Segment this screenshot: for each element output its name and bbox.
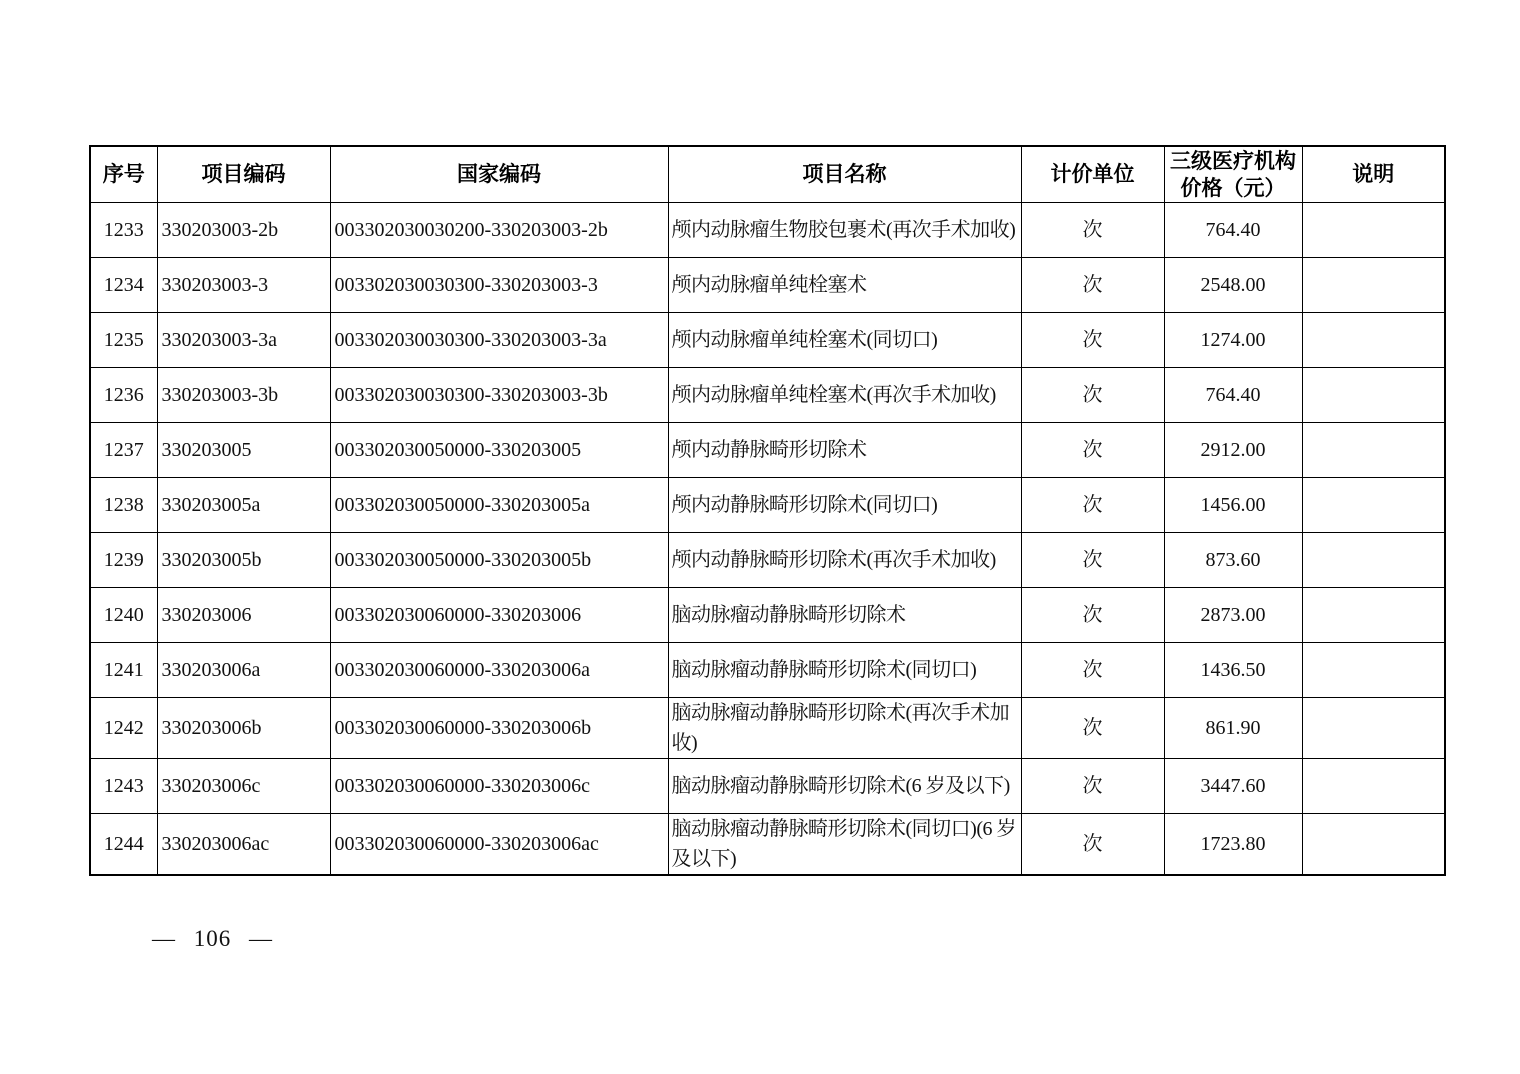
cell-seq: 1241 xyxy=(90,643,157,698)
cell-unit: 次 xyxy=(1021,759,1164,814)
cell-note xyxy=(1302,313,1445,368)
cell-note xyxy=(1302,814,1445,876)
cell-project-code: 330203006a xyxy=(157,643,330,698)
cell-national-code: 003302030060000-330203006 xyxy=(330,588,668,643)
cell-price: 764.40 xyxy=(1164,203,1302,258)
col-header-price: 三级医疗机构价格（元） xyxy=(1164,146,1302,203)
cell-note xyxy=(1302,698,1445,759)
cell-project-code: 330203005 xyxy=(157,423,330,478)
cell-seq: 1242 xyxy=(90,698,157,759)
cell-seq: 1235 xyxy=(90,313,157,368)
cell-price: 1436.50 xyxy=(1164,643,1302,698)
cell-note xyxy=(1302,533,1445,588)
table-row xyxy=(90,478,1445,533)
cell-project-code: 330203005a xyxy=(157,478,330,533)
cell-national-code: 003302030030300-330203003-3a xyxy=(330,313,668,368)
table-row xyxy=(90,203,1445,258)
cell-seq: 1244 xyxy=(90,814,157,876)
cell-project-name: 颅内动静脉畸形切除术 xyxy=(668,423,1021,478)
cell-national-code: 003302030030300-330203003-3b xyxy=(330,368,668,423)
cell-project-code: 330203006ac xyxy=(157,814,330,876)
table-row xyxy=(90,368,1445,423)
cell-unit: 次 xyxy=(1021,368,1164,423)
cell-price: 861.90 xyxy=(1164,698,1302,759)
cell-price: 2873.00 xyxy=(1164,588,1302,643)
cell-project-code: 330203003-3b xyxy=(157,368,330,423)
col-header-unit: 计价单位 xyxy=(1021,146,1164,203)
cell-national-code: 003302030050000-330203005a xyxy=(330,478,668,533)
page-number: — 106 — xyxy=(152,926,273,951)
table-row xyxy=(90,643,1445,698)
table-row xyxy=(90,533,1445,588)
cell-seq: 1240 xyxy=(90,588,157,643)
table-row xyxy=(90,313,1445,368)
cell-project-code: 330203006 xyxy=(157,588,330,643)
cell-project-name: 颅内动脉瘤单纯栓塞术(同切口) xyxy=(668,313,1021,368)
cell-national-code: 003302030030300-330203003-3 xyxy=(330,258,668,313)
price-table xyxy=(89,145,1446,876)
cell-project-name: 颅内动脉瘤生物胶包裹术(再次手术加收) xyxy=(668,203,1021,258)
cell-price: 764.40 xyxy=(1164,368,1302,423)
cell-project-name: 脑动脉瘤动静脉畸形切除术 xyxy=(668,588,1021,643)
col-header-seq: 序号 xyxy=(90,146,157,203)
cell-project-name: 脑动脉瘤动静脉畸形切除术(同切口) xyxy=(668,643,1021,698)
cell-national-code: 003302030060000-330203006c xyxy=(330,759,668,814)
cell-project-name: 脑动脉瘤动静脉畸形切除术(同切口)(6 岁及以下) xyxy=(668,814,1021,876)
cell-note xyxy=(1302,203,1445,258)
cell-price: 2912.00 xyxy=(1164,423,1302,478)
cell-project-name: 脑动脉瘤动静脉畸形切除术(6 岁及以下) xyxy=(668,759,1021,814)
cell-project-code: 330203006c xyxy=(157,759,330,814)
cell-seq: 1234 xyxy=(90,258,157,313)
table-row xyxy=(90,698,1445,759)
cell-national-code: 003302030060000-330203006a xyxy=(330,643,668,698)
cell-unit: 次 xyxy=(1021,313,1164,368)
cell-note xyxy=(1302,759,1445,814)
table-row xyxy=(90,814,1445,876)
table-row xyxy=(90,588,1445,643)
table-row xyxy=(90,258,1445,313)
cell-national-code: 003302030060000-330203006b xyxy=(330,698,668,759)
cell-seq: 1233 xyxy=(90,203,157,258)
cell-price: 1274.00 xyxy=(1164,313,1302,368)
cell-unit: 次 xyxy=(1021,423,1164,478)
cell-price: 1723.80 xyxy=(1164,814,1302,876)
cell-project-name: 颅内动脉瘤单纯栓塞术(再次手术加收) xyxy=(668,368,1021,423)
col-header-project-code: 项目编码 xyxy=(157,146,330,203)
cell-project-code: 330203003-3 xyxy=(157,258,330,313)
cell-project-name: 脑动脉瘤动静脉畸形切除术(再次手术加收) xyxy=(668,698,1021,759)
cell-project-code: 330203003-2b xyxy=(157,203,330,258)
cell-unit: 次 xyxy=(1021,478,1164,533)
cell-note xyxy=(1302,588,1445,643)
table-row xyxy=(90,423,1445,478)
cell-price: 3447.60 xyxy=(1164,759,1302,814)
cell-national-code: 003302030030200-330203003-2b xyxy=(330,203,668,258)
cell-note xyxy=(1302,478,1445,533)
cell-seq: 1237 xyxy=(90,423,157,478)
table-row xyxy=(90,759,1445,814)
col-header-project-name: 项目名称 xyxy=(668,146,1021,203)
col-header-national-code: 国家编码 xyxy=(330,146,668,203)
cell-seq: 1238 xyxy=(90,478,157,533)
cell-note xyxy=(1302,643,1445,698)
cell-unit: 次 xyxy=(1021,533,1164,588)
cell-unit: 次 xyxy=(1021,203,1164,258)
cell-unit: 次 xyxy=(1021,814,1164,876)
cell-national-code: 003302030050000-330203005 xyxy=(330,423,668,478)
col-header-note: 说明 xyxy=(1302,146,1445,203)
cell-seq: 1243 xyxy=(90,759,157,814)
table-header-row xyxy=(90,146,1445,203)
cell-price: 873.60 xyxy=(1164,533,1302,588)
cell-seq: 1236 xyxy=(90,368,157,423)
cell-unit: 次 xyxy=(1021,643,1164,698)
cell-note xyxy=(1302,258,1445,313)
cell-price: 1456.00 xyxy=(1164,478,1302,533)
cell-national-code: 003302030060000-330203006ac xyxy=(330,814,668,876)
cell-project-code: 330203006b xyxy=(157,698,330,759)
cell-unit: 次 xyxy=(1021,588,1164,643)
cell-price: 2548.00 xyxy=(1164,258,1302,313)
table-body xyxy=(90,203,1445,876)
cell-note xyxy=(1302,368,1445,423)
cell-note xyxy=(1302,423,1445,478)
cell-unit: 次 xyxy=(1021,258,1164,313)
cell-seq: 1239 xyxy=(90,533,157,588)
cell-national-code: 003302030050000-330203005b xyxy=(330,533,668,588)
cell-project-name: 颅内动脉瘤单纯栓塞术 xyxy=(668,258,1021,313)
cell-project-name: 颅内动静脉畸形切除术(再次手术加收) xyxy=(668,533,1021,588)
cell-unit: 次 xyxy=(1021,698,1164,759)
cell-project-code: 330203005b xyxy=(157,533,330,588)
cell-project-name: 颅内动静脉畸形切除术(同切口) xyxy=(668,478,1021,533)
cell-project-code: 330203003-3a xyxy=(157,313,330,368)
